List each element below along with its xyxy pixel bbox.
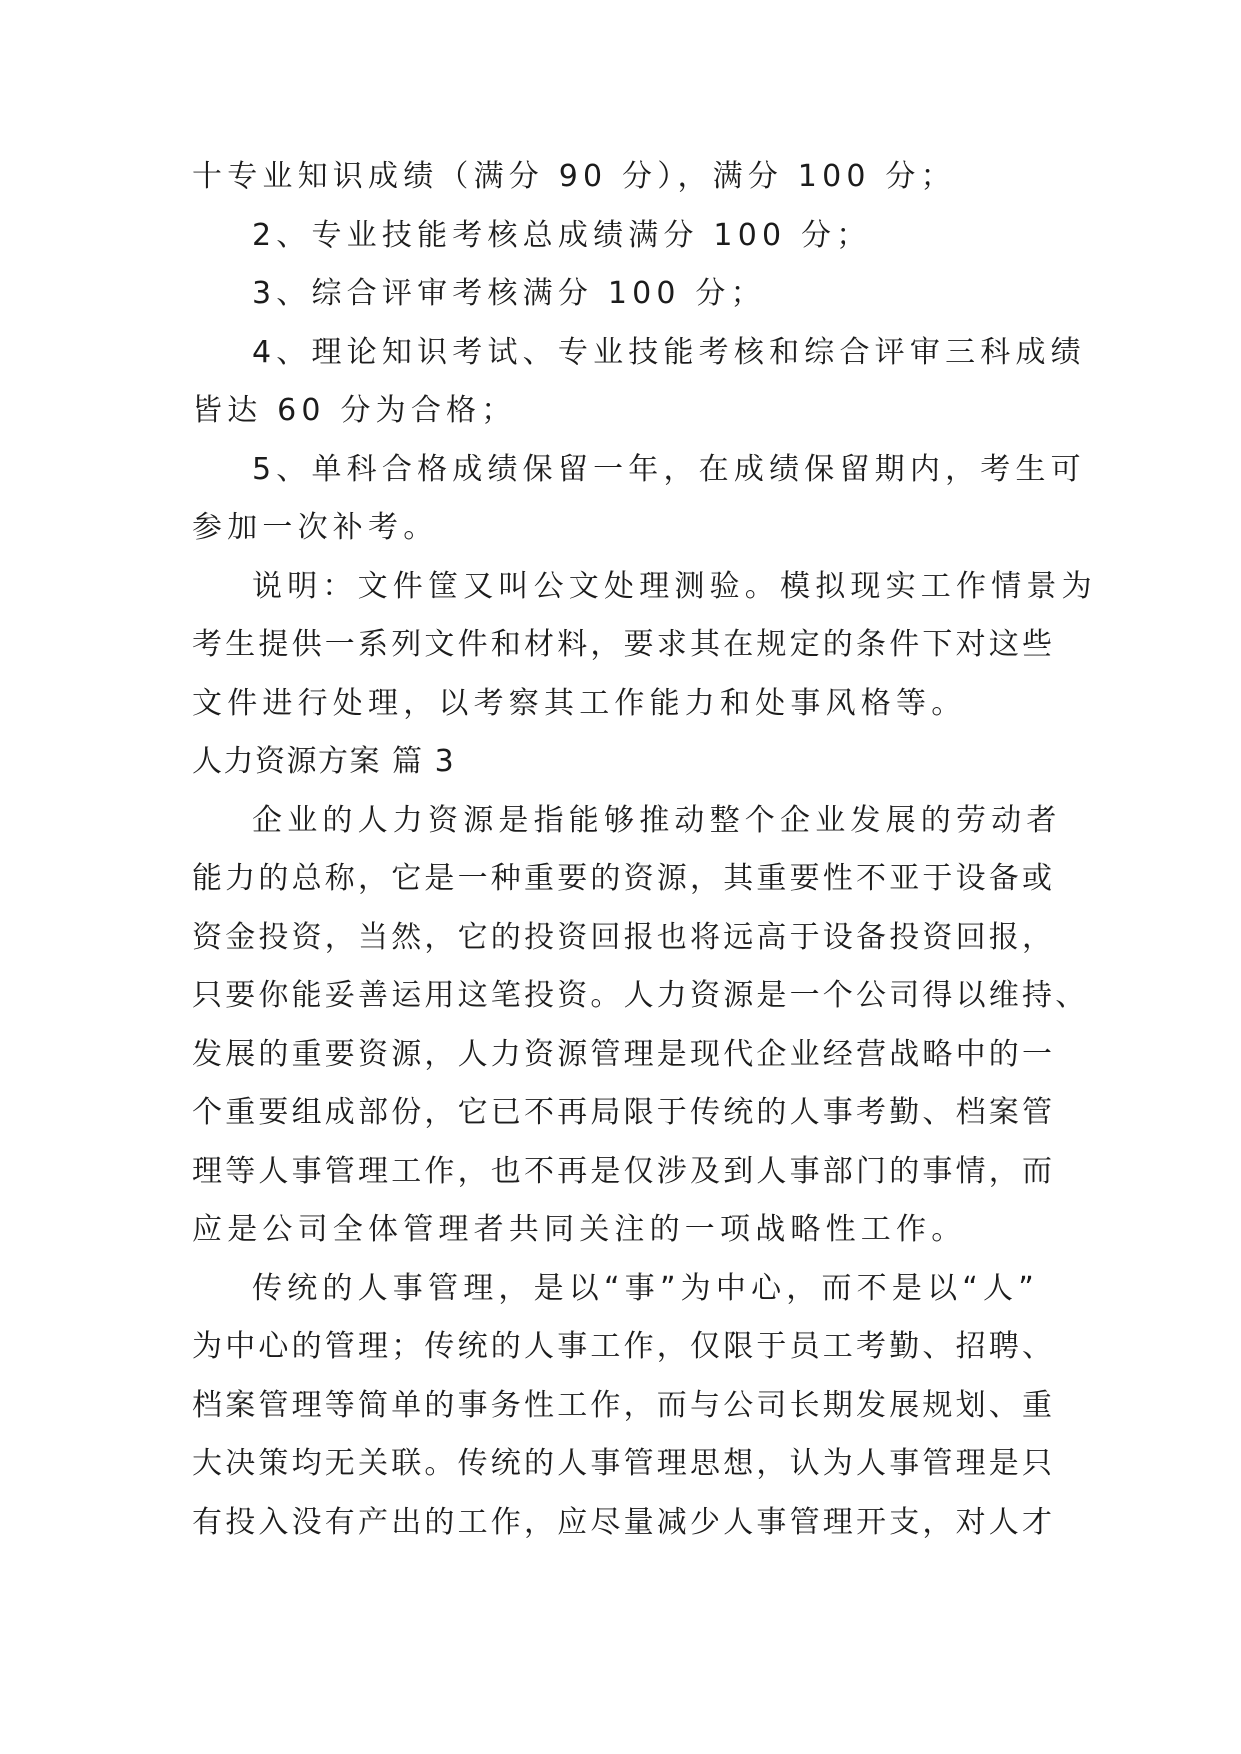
text-line: 4、理论知识考试、专业技能考核和综合评审三科成绩 [252,334,1086,370]
text-line: 档案管理等简单的事务性工作，而与公司长期发展规划、重 [192,1387,1056,1423]
text-line: 3、综合评审考核满分 100 分； [252,276,766,311]
text-line: 考生提供一系列文件和材料，要求其在规定的条件下对这些 [192,627,1056,662]
text-line: 为中心的管理；传统的人事工作，仅限于员工考勤、招聘、 [192,1329,1056,1364]
text-line: 2、专业技能考核总成绩满分 100 分； [252,217,872,253]
text-line: 企业的人力资源是指能够推动整个企业发展的劳动者 [252,802,1062,838]
text-line: 十专业知识成绩（满分 90 分），满分 100 分； [192,159,956,194]
text-line: 资金投资，当然，它的投资回报也将远高于设备投资回报， [192,919,1056,955]
document-page [192,148,1097,1552]
text-line: 个重要组成部份，它已不再局限于传统的人事考勤、档案管 [192,1095,1056,1130]
text-line: 有投入没有产出的工作，应尽量减少人事管理开支，对人才 [192,1504,1056,1540]
text-line: 传统的人事管理，是以“事”为中心，而不是以“人” [252,1270,1039,1306]
text-line: 皆达 60 分为合格； [192,393,517,428]
text-line: 发展的重要资源，人力资源管理是现代企业经营战略中的一 [192,1036,1056,1072]
text-line: 能力的总称，它是一种重要的资源，其重要性不亚于设备或 [192,861,1056,896]
text-line: 应是公司全体管理者共同关注的一项战略性工作。 [192,1212,967,1247]
text-line: 只要你能妥善运用这笔投资。人力资源是一个公司得以维持、 [192,978,1089,1013]
text-line: 文件进行处理，以考察其工作能力和处事风格等。 [192,685,967,721]
text-line: 5、单科合格成绩保留一年，在成绩保留期内，考生可 [252,451,1086,487]
text-line: 大决策均无关联。传统的人事管理思想，认为人事管理是只 [192,1446,1056,1481]
text-line: 理等人事管理工作，也不再是仅涉及到人事部门的事情，而 [192,1153,1056,1189]
text-line: 参加一次补考。 [192,510,439,545]
text-line: 说明：文件筐又叫公文处理测验。模拟现实工作情景为 [252,568,1097,604]
section-heading: 人力资源方案 篇 3 [192,744,456,779]
